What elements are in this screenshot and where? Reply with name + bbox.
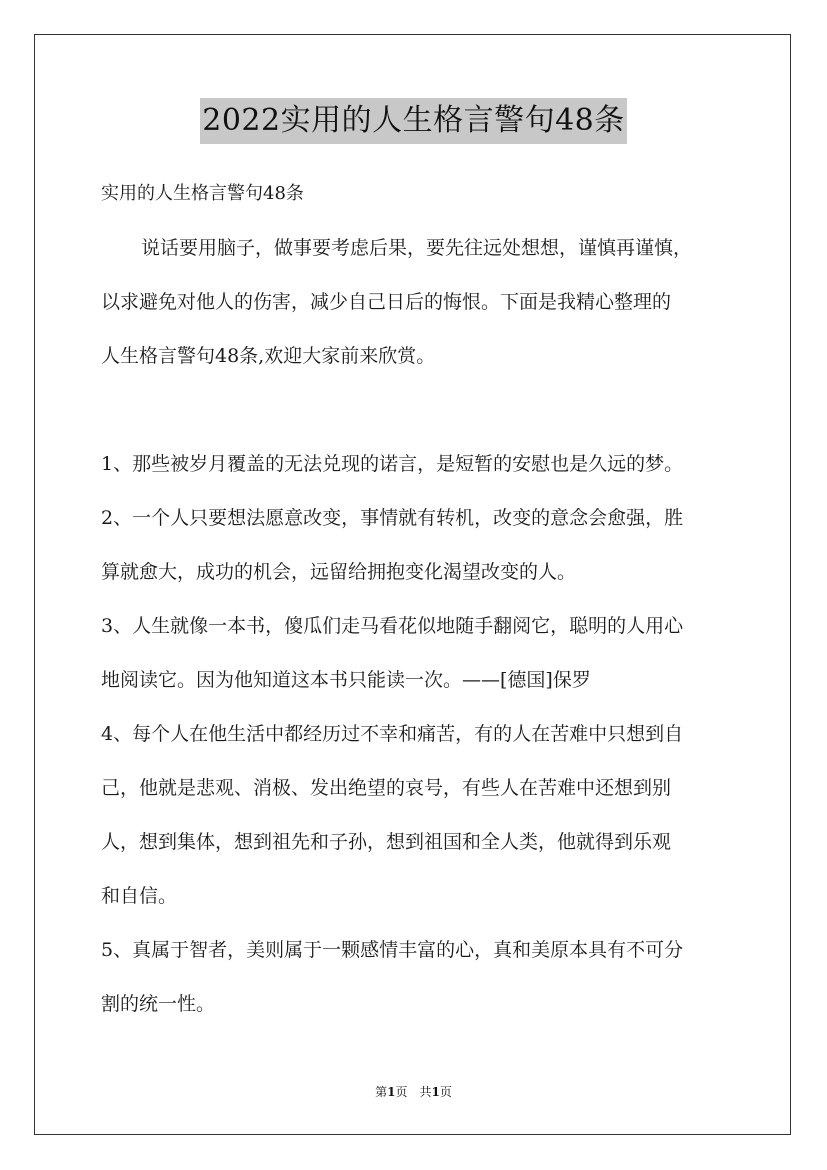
document-title: 2022实用的人生格言警句48条 [200,98,627,144]
list-item-line: 己，他就是悲观、消极、发出绝望的哀号，有些人在苦难中还想到别 [101,777,672,799]
list-item-line: 3、人生就像一本书，傻瓜们走马看花似地随手翻阅它，聪明的人用心 [101,615,684,637]
list-item-line: 5、真属于智者，美则属于一颗感情丰富的心，真和美原本具有不可分 [101,939,684,961]
list-item-line: 1、那些被岁月覆盖的无法兑现的诺言，是短暂的安慰也是久远的梦。 [101,453,684,475]
list-item-line: 人，想到集体，想到祖先和子孙，想到祖国和全人类，他就得到乐观 [101,831,672,853]
list-item-line: 割的统一性。 [101,993,216,1015]
footer-page-current: 1 [387,1085,396,1099]
list-item-line: 算就愈大，成功的机会，远留给拥抱变化渴望改变的人。 [101,561,577,583]
document-subtitle: 实用的人生格言警句48条 [101,183,304,204]
intro-line: 说话要用脑子，做事要考虑后果，要先往远处想想，谨慎再谨慎， [141,237,693,259]
page-number-footer [0,1083,827,1101]
title-container [0,98,827,144]
intro-line: 以求避免对他人的伤害，减少自己日后的悔恨。下面是我精心整理的 [101,291,672,313]
footer-page-total: 1 [431,1085,440,1099]
list-item-line: 4、每个人在他生活中都经历过不幸和痛苦，有的人在苦难中只想到自 [101,723,684,745]
intro-line: 人生格言警句48条,欢迎大家前来欣赏。 [101,345,436,367]
footer-page-prefix: 第 [375,1085,388,1099]
footer-page-mid: 页 共 [395,1085,432,1099]
list-item-line: 2、一个人只要想法愿意改变，事情就有转机，改变的意念会愈强，胜 [101,507,684,529]
list-item-line: 地阅读它。因为他知道这本书只能读一次。——[德国]保罗 [101,669,591,691]
footer-page-suffix: 页 [439,1085,452,1099]
list-item-line: 和自信。 [101,885,178,907]
